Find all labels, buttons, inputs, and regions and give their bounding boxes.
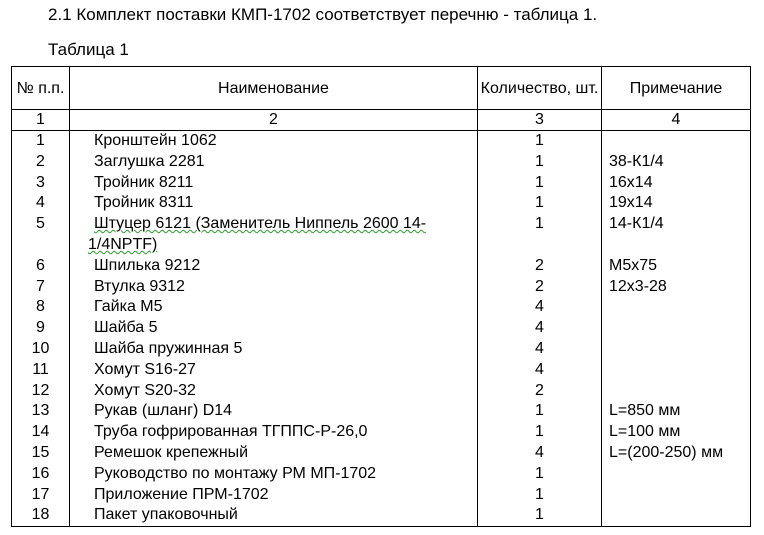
cell-qty: 4 (478, 443, 602, 464)
cell-name: Рукав (шланг) D14 (70, 401, 478, 422)
table-row (12, 381, 751, 402)
column-number: 2 (70, 110, 478, 131)
section-heading: 2.1 Комплект поставки КМП-1702 соответствует перечню - таблица 1. (48, 5, 598, 24)
cell-num: 3 (12, 173, 70, 194)
table-row (12, 297, 751, 318)
table-row (12, 485, 751, 506)
header-row (12, 67, 751, 110)
column-number: 1 (12, 110, 70, 131)
cell-num: 9 (12, 318, 70, 339)
table-caption: Таблица 1 (48, 40, 129, 59)
cell-note: L=100 мм (602, 422, 751, 443)
cell-qty: 1 (478, 464, 602, 485)
header-num: № п.п. (12, 67, 70, 110)
cell-qty: 2 (478, 256, 602, 277)
cell-qty: 2 (478, 277, 602, 298)
cell-name: Хомут S16-27 (70, 360, 478, 381)
cell-num: 8 (12, 297, 70, 318)
table-row (12, 360, 751, 381)
table-row (12, 152, 751, 173)
cell-qty: 1 (478, 173, 602, 194)
cell-note (602, 339, 751, 360)
cell-name: Ремешок крепежный (70, 443, 478, 464)
table-row (12, 401, 751, 422)
cell-note: 16х14 (602, 173, 751, 194)
cell-note (602, 505, 751, 526)
cell-name: Тройник 8311 (70, 193, 478, 214)
table-row (12, 318, 751, 339)
cell-num: 14 (12, 422, 70, 443)
cell-note: 19х14 (602, 193, 751, 214)
cell-qty: 1 (478, 131, 602, 152)
cell-name: Тройник 8211 (70, 173, 478, 194)
header-note: Примечание (602, 67, 751, 110)
cell-name: Шайба 5 (70, 318, 478, 339)
column-number: 3 (478, 110, 602, 131)
cell-name: Труба гофрированная ТГППС-Р-26,0 (70, 422, 478, 443)
column-numbers-row (12, 110, 751, 131)
cell-num: 4 (12, 193, 70, 214)
cell-num: 18 (12, 505, 70, 526)
cell-name: Руководство по монтажу РМ МП-1702 (70, 464, 478, 485)
cell-note (602, 485, 751, 506)
cell-num: 17 (12, 485, 70, 506)
cell-note: L=(200-250) мм (602, 443, 751, 464)
table-row (12, 464, 751, 485)
header-name: Наименование (70, 67, 478, 110)
table-row (12, 505, 751, 526)
cell-num: 2 (12, 152, 70, 173)
cell-note (602, 131, 751, 152)
table-row (12, 173, 751, 194)
cell-name: Штуцер 6121 (Заменитель Ниппель 2600 14-1/4NPTF) (70, 214, 478, 256)
cell-num: 5 (12, 214, 70, 256)
cell-qty: 1 (478, 214, 602, 256)
cell-note: 12х3-28 (602, 277, 751, 298)
cell-qty: 4 (478, 339, 602, 360)
cell-name: Гайка М5 (70, 297, 478, 318)
cell-qty: 1 (478, 152, 602, 173)
table-header (12, 67, 751, 110)
cell-note: 38-К1/4 (602, 152, 751, 173)
table-row (12, 277, 751, 298)
cell-name: Шпилька 9212 (70, 256, 478, 277)
cell-note (602, 464, 751, 485)
table-row (12, 193, 751, 214)
cell-num: 15 (12, 443, 70, 464)
cell-num: 1 (12, 131, 70, 152)
cell-note (602, 297, 751, 318)
cell-qty: 1 (478, 401, 602, 422)
cell-note: М5х75 (602, 256, 751, 277)
table-row (12, 422, 751, 443)
cell-num: 11 (12, 360, 70, 381)
table-body (12, 110, 751, 527)
cell-qty: 4 (478, 360, 602, 381)
table-row (12, 256, 751, 277)
cell-num: 16 (12, 464, 70, 485)
cell-num: 12 (12, 381, 70, 402)
cell-note: 14-К1/4 (602, 214, 751, 256)
cell-qty: 1 (478, 422, 602, 443)
delivery-set-table (11, 66, 751, 527)
table-row (12, 214, 751, 256)
cell-qty: 2 (478, 381, 602, 402)
table-row (12, 339, 751, 360)
cell-name: Втулка 9312 (70, 277, 478, 298)
cell-name: Кронштейн 1062 (70, 131, 478, 152)
header-qty: Количество, шт. (478, 67, 602, 110)
cell-note (602, 360, 751, 381)
column-number: 4 (602, 110, 751, 131)
cell-num: 13 (12, 401, 70, 422)
cell-note: L=850 мм (602, 401, 751, 422)
cell-note (602, 381, 751, 402)
cell-name: Шайба пружинная 5 (70, 339, 478, 360)
cell-qty: 4 (478, 318, 602, 339)
cell-qty: 4 (478, 297, 602, 318)
cell-qty: 1 (478, 505, 602, 526)
cell-name: Пакет упаковочный (70, 505, 478, 526)
cell-num: 6 (12, 256, 70, 277)
table-row (12, 131, 751, 152)
cell-note (602, 318, 751, 339)
cell-name: Хомут S20-32 (70, 381, 478, 402)
table-row (12, 443, 751, 464)
cell-qty: 1 (478, 485, 602, 506)
cell-name: Приложение ПРМ-1702 (70, 485, 478, 506)
cell-num: 10 (12, 339, 70, 360)
cell-name: Заглушка 2281 (70, 152, 478, 173)
cell-qty: 1 (478, 193, 602, 214)
cell-num: 7 (12, 277, 70, 298)
